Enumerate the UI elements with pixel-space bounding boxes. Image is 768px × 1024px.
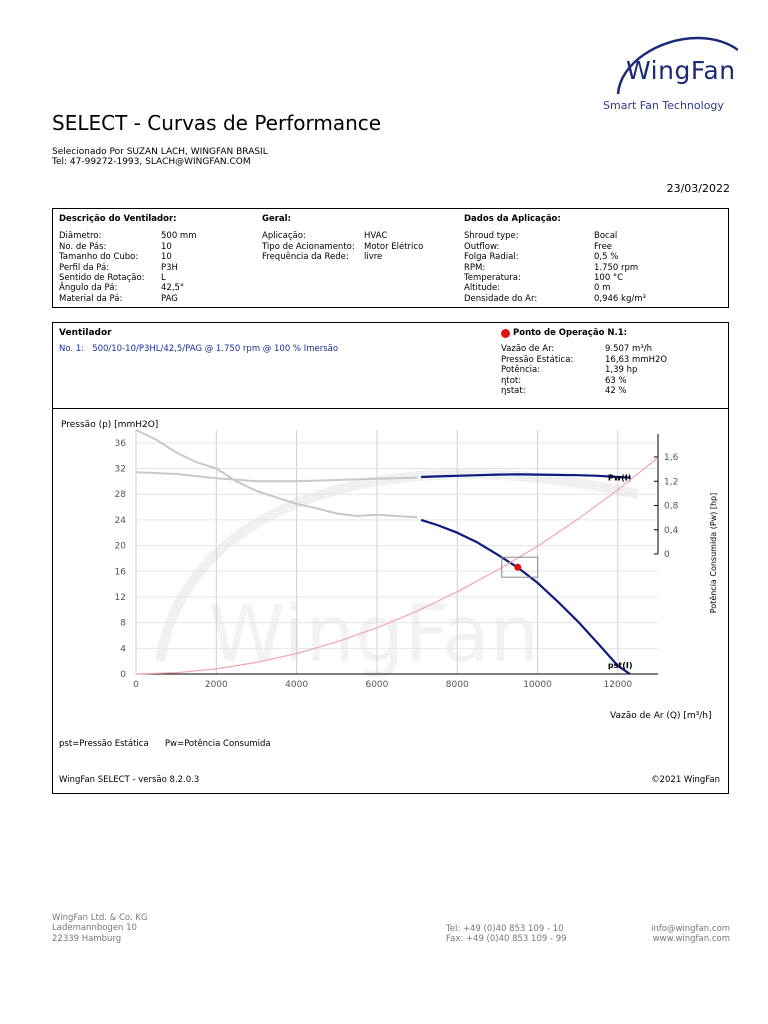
general-value: livre [364, 252, 383, 263]
y2-axis-label: Potência Consumida (Pw) [hp] [709, 492, 718, 614]
application-value: 0,5 % [594, 252, 619, 263]
application-row [464, 231, 646, 241]
fan-desc-value: 500 mm [161, 231, 197, 242]
general-label: Tipo de Acionamento: [262, 241, 355, 252]
y-axis-label: Pressão (p) [mmH2O] [61, 420, 159, 430]
copyright: ©2021 WingFan [651, 775, 720, 785]
performance-box [52, 322, 729, 794]
y-tick-label: 16 [114, 567, 126, 578]
application-label: Folga Radial: [464, 252, 519, 263]
op-value: 9.507 m³/h [605, 344, 652, 355]
y-tick-label: 28 [114, 490, 126, 501]
application-value: 1.750 rpm [594, 262, 639, 273]
fan-desc-row [59, 231, 197, 241]
y-tick-label: 12 [114, 592, 126, 603]
x-tick-label: 10000 [523, 680, 552, 690]
fan-desc-label: Tamanho do Cubo: [59, 252, 139, 263]
application-row [464, 273, 646, 283]
fan-description [59, 214, 197, 304]
op-label: Potência: [501, 365, 541, 376]
y-tick-label: 36 [114, 438, 126, 449]
y2-tick-label: 0 [664, 550, 670, 560]
general-info [262, 214, 423, 263]
fan-desc-label: No. de Pás: [59, 241, 107, 252]
date: 23/03/2022 [666, 182, 730, 195]
x-tick-label: 8000 [445, 680, 469, 690]
application-row [464, 252, 646, 262]
application-label: Densidade do Ar: [464, 293, 538, 304]
op-label: ηtot: [501, 375, 522, 386]
fan-desc-value: 10 [161, 252, 172, 263]
selected-by-line: Selecionado Por SUZAN LACH, WINGFAN BRASIL [52, 147, 268, 157]
footer-city: 22339 Hamburg [52, 933, 122, 944]
application-label: Temperatura: [464, 273, 521, 284]
op-value: 42 % [605, 386, 627, 397]
footer-email[interactable]: info@wingfan.com [651, 924, 730, 934]
fan-desc-label: Perfil da Pá: [59, 262, 110, 273]
y2-tick-label: 1,2 [664, 477, 679, 488]
op-label: Pressão Estática: [501, 354, 574, 365]
x-tick-label: 12000 [603, 680, 633, 690]
x-tick-label: 4000 [285, 680, 309, 690]
application-header: Dados da Aplicação: [464, 214, 561, 224]
general-header: Geral: [262, 214, 291, 224]
op-value: 63 % [605, 375, 627, 386]
general-label: Frequência da Rede: [262, 252, 349, 263]
fan-desc-label: Material da Pá: [59, 293, 123, 304]
fan-data-box [52, 208, 729, 308]
y-tick-label: 20 [114, 541, 126, 552]
y2-tick-label: 1,6 [664, 453, 679, 463]
op-row [501, 365, 667, 375]
op-row [501, 386, 667, 396]
application-label: Outflow: [464, 241, 500, 252]
footer-street: Lademannbogen 10 [52, 923, 137, 934]
application-value: 100 °C [594, 273, 624, 284]
footer-address [52, 913, 148, 944]
footer-web[interactable]: www.wingfan.com [652, 934, 730, 945]
x-tick-label: 0 [133, 680, 139, 690]
application-row [464, 294, 646, 304]
fan-desc-value: PAG [161, 293, 178, 304]
y2-tick-label: 0,8 [664, 501, 679, 512]
contact-line: Tel: 47-99272-1993, SLACH@WINGFAN.COM [52, 157, 251, 167]
general-value: HVAC [364, 231, 388, 242]
application-value: 0 m [594, 283, 611, 294]
general-value: Motor Elétrico [364, 241, 424, 252]
footer-online [651, 924, 730, 945]
y-tick-label: 24 [114, 515, 126, 526]
application-label: Altitude: [464, 283, 501, 294]
fan-desc-row [59, 242, 197, 252]
fan-desc-value: L [161, 273, 166, 284]
y-tick-label: 0 [120, 670, 126, 680]
application-row [464, 263, 646, 273]
series-label: pst(I) [607, 661, 633, 670]
general-row [262, 231, 423, 241]
page-title: SELECT - Curvas de Performance [52, 111, 382, 135]
application-row [464, 283, 646, 293]
fan-desc-row [59, 273, 197, 283]
y-tick-label: 4 [120, 644, 126, 655]
logo-wordmark: WingFan [626, 56, 736, 85]
y2-tick-label: 0,4 [664, 525, 679, 536]
op-row [501, 355, 667, 365]
fan-desc-label: Ângulo da Pá: [59, 283, 118, 294]
footer-fax: Fax: +49 (0)40 853 109 - 99 [446, 934, 567, 945]
fan-desc-row [59, 263, 197, 273]
op-label: ηstat: [501, 386, 526, 397]
op-value: 1,39 hp [605, 365, 638, 376]
fan-desc-label: Diâmetro: [59, 231, 102, 242]
op-row [501, 344, 667, 354]
footer-phone [446, 924, 567, 945]
y-tick-label: 32 [114, 464, 126, 475]
footer-company: WingFan Ltd. & Co. KG [52, 913, 148, 923]
application-data [464, 214, 646, 304]
fan-desc-value: 42,5° [161, 283, 185, 294]
fan-desc-label: Sentido de Rotação: [59, 273, 145, 284]
x-axis-label: Vazão de Ar (Q) [m³/h] [610, 711, 712, 721]
application-row [464, 242, 646, 252]
application-value: Free [594, 241, 613, 252]
fan-desc-row [59, 294, 197, 304]
op-value: 16,63 mmH2O [605, 354, 668, 365]
logo-tagline: Smart Fan Technology [603, 99, 724, 112]
performance-chart [53, 409, 728, 729]
fan-desc-row [59, 283, 197, 293]
general-label: Aplicação: [262, 231, 306, 242]
fan-header: Ventilador [59, 328, 112, 338]
general-row [262, 252, 423, 262]
fan-spec-line: No. 1: 500/10-10/P3HL/42,5/PAG @ 1.750 rpm @ 100 % Imersão [59, 344, 339, 354]
footer-tel: Tel: +49 (0)40 853 109 - 10 [446, 924, 564, 934]
op-label: Vazão de Ar: [501, 344, 555, 355]
operating-point-header: Ponto de Operação N.1: [513, 328, 628, 338]
application-value: Bocal [594, 231, 618, 242]
application-label: RPM: [464, 262, 486, 273]
operating-point-dot-icon [501, 329, 510, 338]
watermark-text: WingFan [208, 590, 540, 681]
op-row [501, 376, 667, 386]
operating-point-marker [514, 564, 521, 571]
selected-by [52, 147, 268, 167]
operating-point [501, 328, 667, 396]
y-tick-label: 8 [120, 618, 126, 629]
application-label: Shroud type: [464, 231, 519, 242]
x-tick-label: 2000 [204, 680, 228, 690]
software-version: WingFan SELECT - versão 8.2.0.3 [59, 775, 200, 785]
series-label: Pw(I) [607, 473, 632, 483]
fan-desc-row [59, 252, 197, 262]
fan-desc-value: 10 [161, 241, 172, 252]
chart-legend: pst=Pressão Estática Pw=Potência Consumida [59, 739, 271, 749]
application-value: 0,946 kg/m³ [594, 293, 646, 304]
x-tick-label: 6000 [365, 680, 389, 690]
fan-desc-value: P3H [161, 262, 178, 273]
fan-description-header: Descrição do Ventilador: [59, 214, 177, 224]
general-row [262, 242, 423, 252]
